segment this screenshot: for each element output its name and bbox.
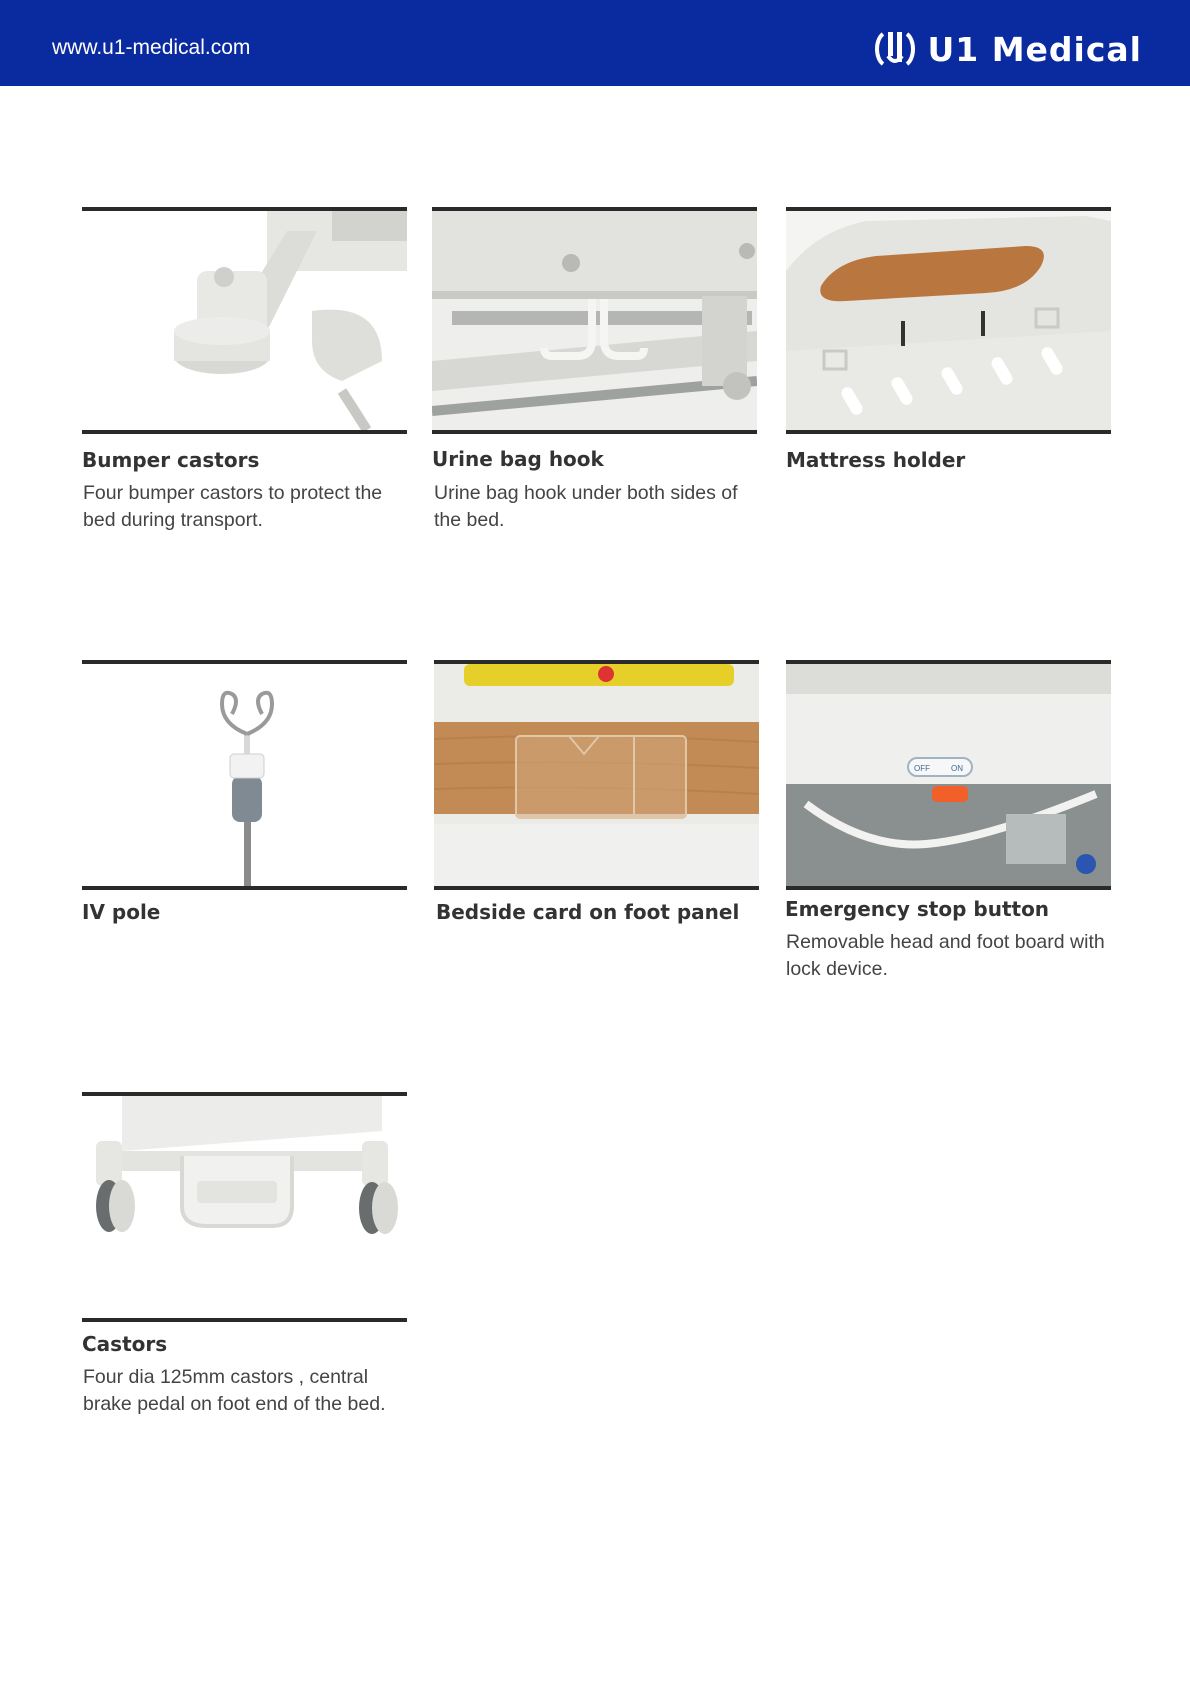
feature-title: Urine bag hook [432, 447, 604, 471]
mattress-holder-photo [786, 207, 1111, 434]
emergency-stop-photo [786, 660, 1111, 890]
feature-title: Emergency stop button [785, 897, 1050, 921]
on-switch-label: ON [951, 764, 963, 773]
u1-logo-icon [873, 28, 917, 70]
feature-title: Castors [82, 1332, 168, 1356]
feature-title: Bumper castors [82, 448, 260, 472]
feature-title: Bedside card on foot panel [436, 900, 740, 924]
mattress-holder-illustration [786, 211, 1111, 430]
bumper-castor-photo [82, 207, 407, 434]
emergency-stop-illustration [786, 664, 1111, 886]
iv-pole-illustration [82, 664, 407, 886]
website-url[interactable]: www.u1-medical.com [52, 36, 251, 59]
feature-description: Urine bag hook under both sides of the bed. [434, 482, 738, 531]
feature-description: Removable head and foot board with lock device. [786, 931, 1105, 980]
brand-name: U1 Medical [927, 29, 1142, 69]
feature-title: IV pole [82, 900, 161, 924]
urine-bag-hook-illustration [432, 211, 757, 430]
castors-photo [82, 1092, 407, 1322]
bedside-card-illustration [434, 664, 759, 886]
off-switch-label: OFF [914, 764, 930, 773]
feature-description: Four bumper castors to protect the bed during transport. [83, 482, 383, 531]
bumper-castor-illustration [82, 211, 407, 430]
feature-title: Mattress holder [786, 448, 966, 472]
feature-description: Four dia 125mm castors , central brake pedal on foot end of the bed. [83, 1366, 386, 1415]
iv-pole-photo [82, 660, 407, 890]
brand-logo [873, 28, 1142, 70]
urine-bag-hook-photo [432, 207, 757, 434]
page-header [0, 0, 1190, 86]
castors-illustration [82, 1096, 407, 1318]
bedside-card-photo [434, 660, 759, 890]
